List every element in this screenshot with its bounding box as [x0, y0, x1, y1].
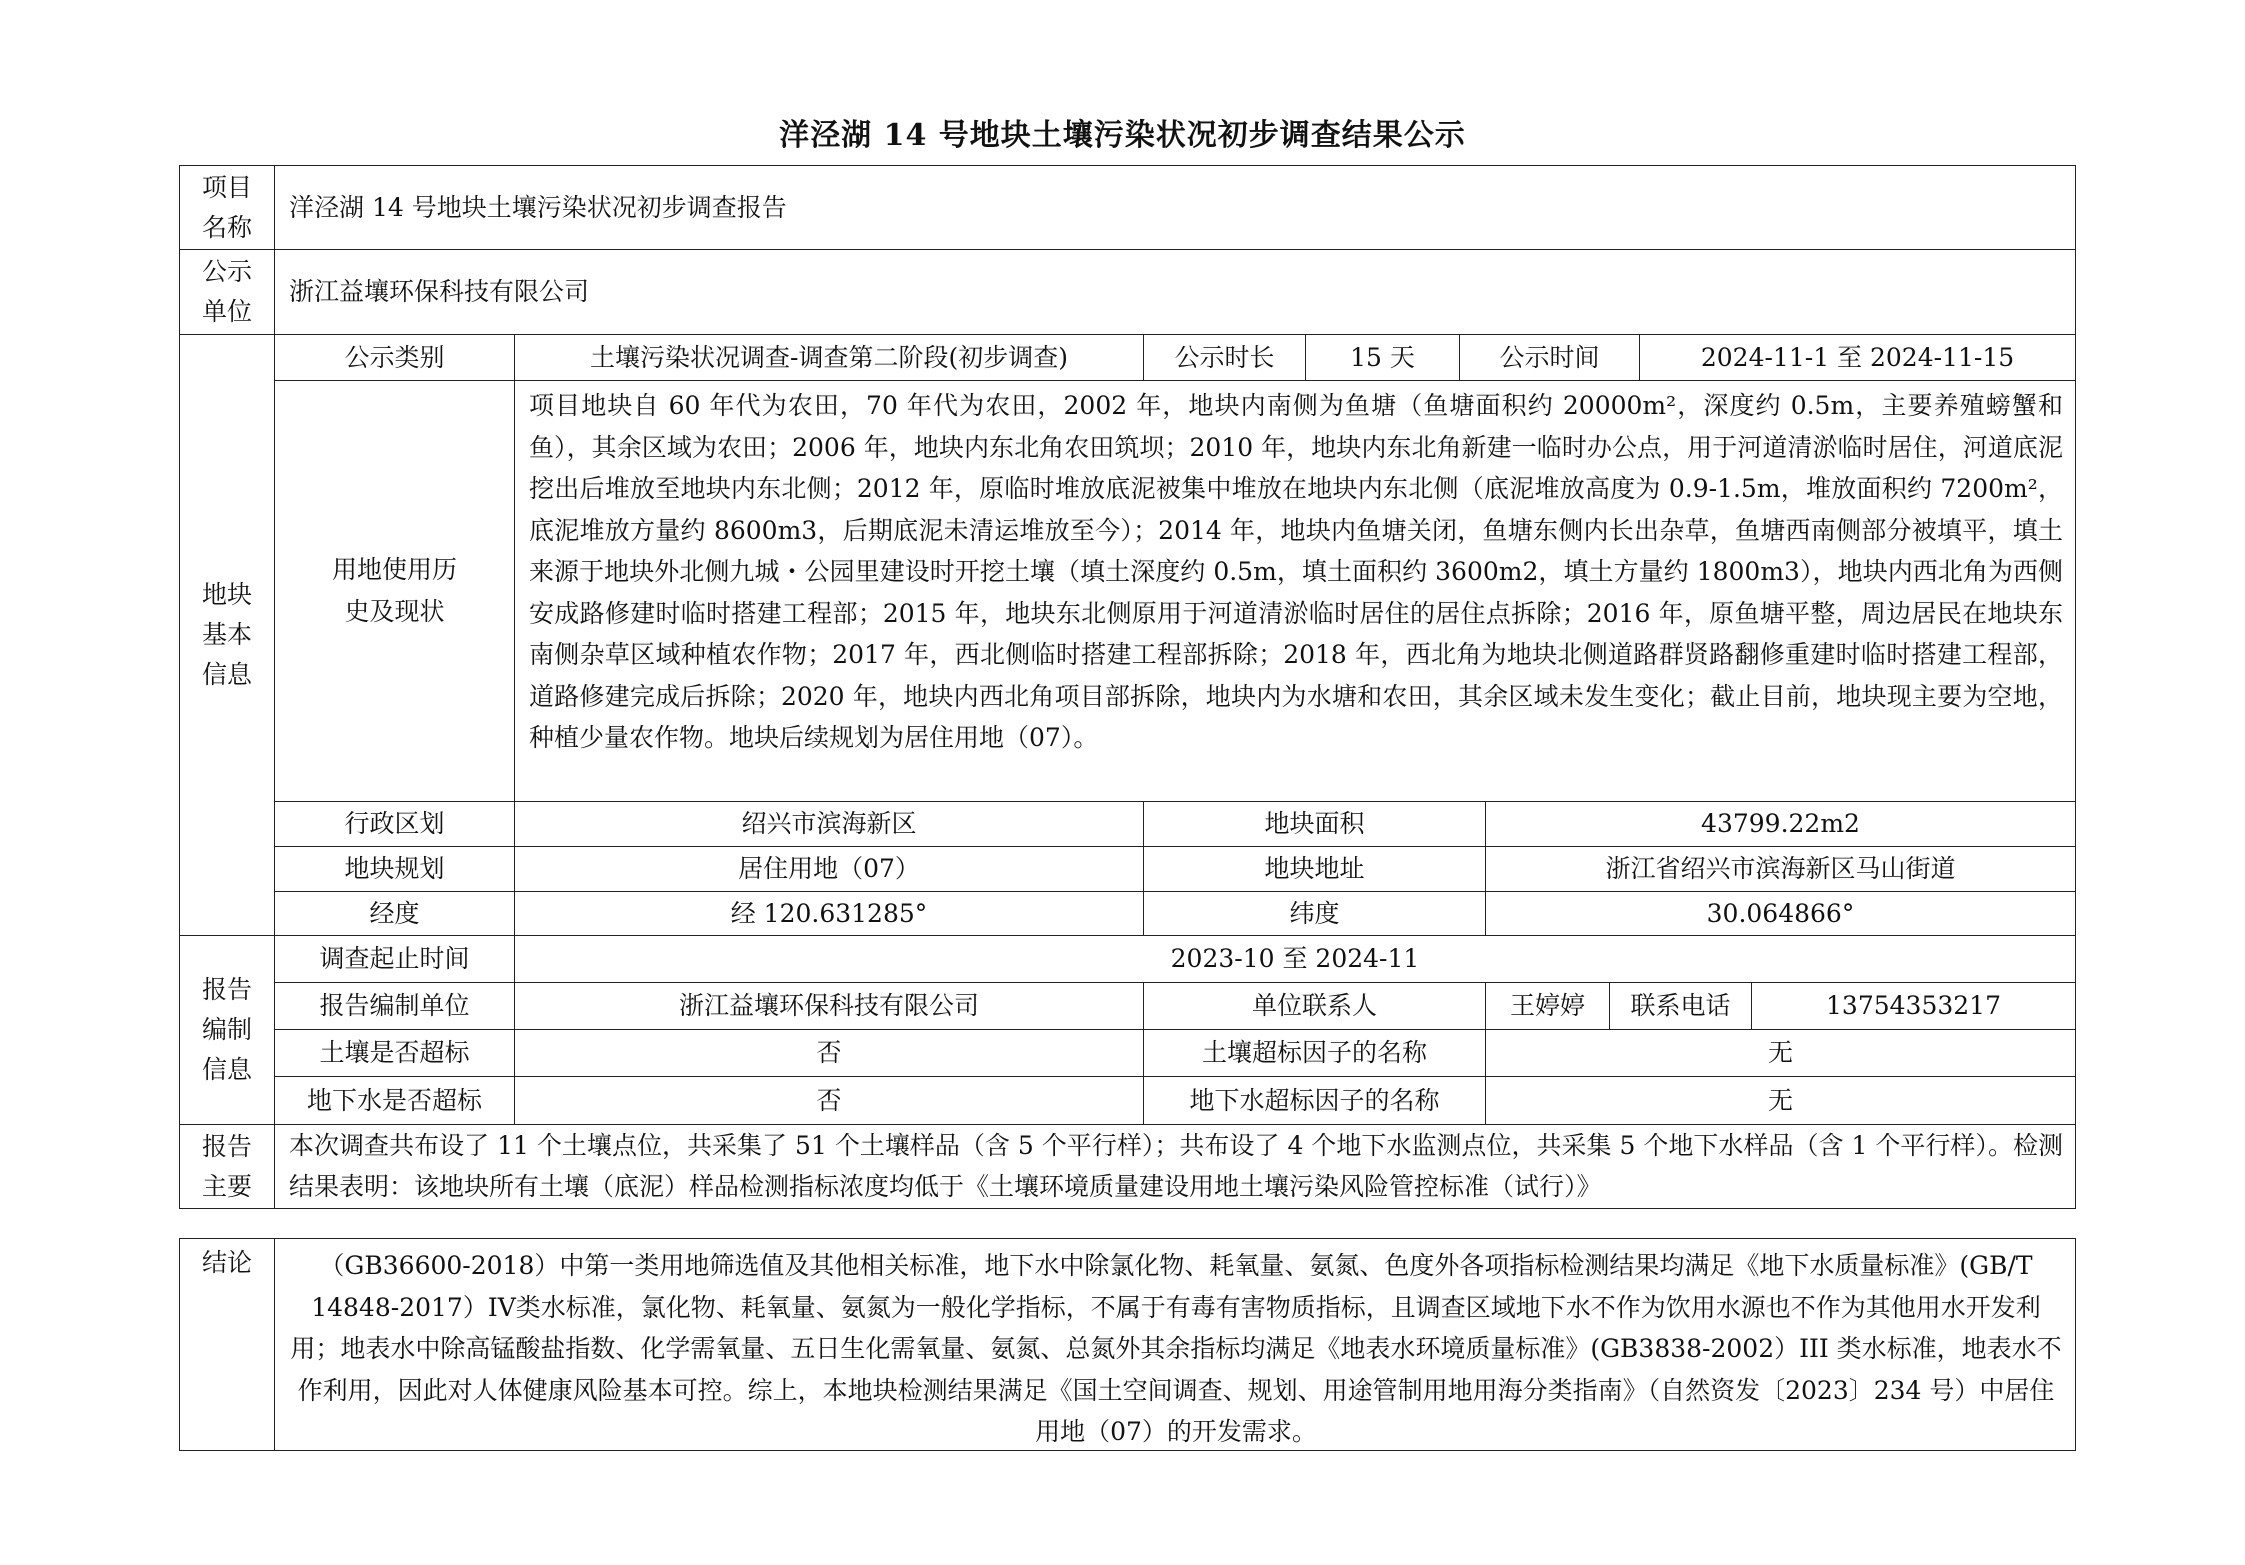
- phone-value: 13754353217: [1751, 982, 2076, 1030]
- water-factor-label: 地下水超标因子的名称: [1143, 1076, 1486, 1125]
- latitude-label: 纬度: [1143, 891, 1486, 936]
- area-label: 地块面积: [1143, 801, 1486, 847]
- latitude-value: 30.064866°: [1485, 891, 2076, 936]
- soil-exceed-label: 土壤是否超标: [274, 1029, 515, 1077]
- phone-label: 联系电话: [1609, 982, 1752, 1030]
- category-value: 土壤污染状况调查-调查第二阶段(初步调查): [514, 334, 1144, 381]
- publisher-label: 公示单位: [179, 249, 275, 335]
- water-exceed-label: 地下水是否超标: [274, 1076, 515, 1125]
- longitude-label: 经度: [274, 891, 515, 936]
- district-value: 绍兴市滨海新区: [514, 801, 1144, 847]
- publisher-value: 浙江益壤环保科技有限公司: [274, 249, 2076, 335]
- address-value: 浙江省绍兴市滨海新区马山街道: [1485, 846, 2076, 892]
- survey-period-label: 调查起止时间: [274, 935, 515, 983]
- district-label: 行政区划: [274, 801, 515, 847]
- contact-value: 王婷婷: [1485, 982, 1610, 1030]
- page-title: 洋泾湖 14 号地块土壤污染状况初步调查结果公示: [779, 118, 1466, 153]
- conclusion-text: （GB36600-2018）中第一类用地筛选值及其他相关标准，地下水中除氯化物、耗氧量、氨氮、色度外各项指标检测结果均满足《地下水质量标准》(GB/T 14848-2017）IV类水标准，氯化物、耗氧量、氨氮为一般化学指标，不属于有毒有害物质指标，且调查区域地下水不作为饮用水源也不作为其他用水开发利用；地表水中除高锰酸盐指数、化学需氧量、五日生化需氧量、氨氮、总氮外其余指标均满足《地表水环境质量标准》(GB3838-2002）III 类水标准，地表水不作利用，因此对人体健康风险基本可控。综上，本地块检测结果满足《国土空间调查、规划、用途管制用地用海分类指南》（自然资发〔2023〕234 号）中居住用地（07）的开发需求。: [274, 1238, 2076, 1451]
- history-label: 用地使用历史及现状: [274, 380, 515, 802]
- planning-label: 地块规划: [274, 846, 515, 892]
- project-name-label: 项目名称: [179, 165, 275, 250]
- area-value: 43799.22m2: [1485, 801, 2076, 847]
- soil-factor-label: 土壤超标因子的名称: [1143, 1029, 1486, 1077]
- soil-exceed-value: 否: [514, 1029, 1144, 1077]
- period-label: 公示时间: [1459, 334, 1640, 381]
- main-findings-label: 报告主要: [179, 1124, 275, 1209]
- address-label: 地块地址: [1143, 846, 1486, 892]
- longitude-value: 经 120.631285°: [514, 891, 1144, 936]
- period-value: 2024-11-1 至 2024-11-15: [1639, 334, 2076, 381]
- duration-value: 15 天: [1305, 334, 1460, 381]
- soil-factor-value: 无: [1485, 1029, 2076, 1077]
- project-name-value: 洋泾湖 14 号地块土壤污染状况初步调查报告: [274, 165, 2076, 250]
- planning-value: 居住用地（07）: [514, 846, 1144, 892]
- contact-label: 单位联系人: [1143, 982, 1486, 1030]
- water-factor-value: 无: [1485, 1076, 2076, 1125]
- category-label: 公示类别: [274, 334, 515, 381]
- report-unit-value: 浙江益壤环保科技有限公司: [514, 982, 1144, 1030]
- conclusion-label: 结论: [179, 1238, 275, 1451]
- duration-label: 公示时长: [1143, 334, 1306, 381]
- history-text: 项目地块自 60 年代为农田，70 年代为农田，2002 年，地块内南侧为鱼塘（鱼塘面积约 20000m²，深度约 0.5m，主要养殖螃蟹和鱼），其余区域为农田；2006 年，地块内东北角农田筑坝；2010 年，地块内东北角新建一临时办公点，用于河道清淤临时居住，河道底泥挖出后堆放至地块内东北侧；2012 年，原临时堆放底泥被集中堆放在地块内东北侧（底泥堆放高度为 0.9-1.5m，堆放面积约 7200m²，底泥堆放方量约 8600m3，后期底泥未清运堆放至今）；2014 年，地块内鱼塘关闭，鱼塘东侧内长出杂草，鱼塘西南侧部分被填平，填土来源于地块外北侧九城・公园里建设时开挖土壤（填土深度约 0.5m，填土面积约 3600m2，填土方量约 1800m3），地块内西北角为西侧安成路修建时临时搭建工程部；2015 年，地块东北侧原用于河道清淤临时居住的居住点拆除；2016 年，原鱼塘平整，周边居民在地块东南侧杂草区域种植农作物；2017 年，西北侧临时搭建工程部拆除；2018 年，西北角为地块北侧道路群贤路翻修重建时临时搭建工程部，道路修建完成后拆除；2020 年，地块内西北角项目部拆除，地块内为水塘和农田，其余区域未发生变化；截止目前，地块现主要为空地，种植少量农作物。地块后续规划为居住用地（07）。: [514, 380, 2076, 802]
- main-findings-text: 本次调查共布设了 11 个土壤点位，共采集了 51 个土壤样品（含 5 个平行样）；共布设了 4 个地下水监测点位，共采集 5 个地下水样品（含 1 个平行样）。检测结果表明：该地块所有土壤（底泥）样品检测指标浓度均低于《土壤环境质量建设用地土壤污染风险管控标准（试行）》: [274, 1124, 2076, 1209]
- report-unit-label: 报告编制单位: [274, 982, 515, 1030]
- survey-period-value: 2023-10 至 2024-11: [514, 935, 2076, 983]
- site-info-section-label: 地块基本信息: [179, 334, 275, 936]
- report-info-section-label: 报告编制信息: [179, 935, 275, 1125]
- water-exceed-value: 否: [514, 1076, 1144, 1125]
